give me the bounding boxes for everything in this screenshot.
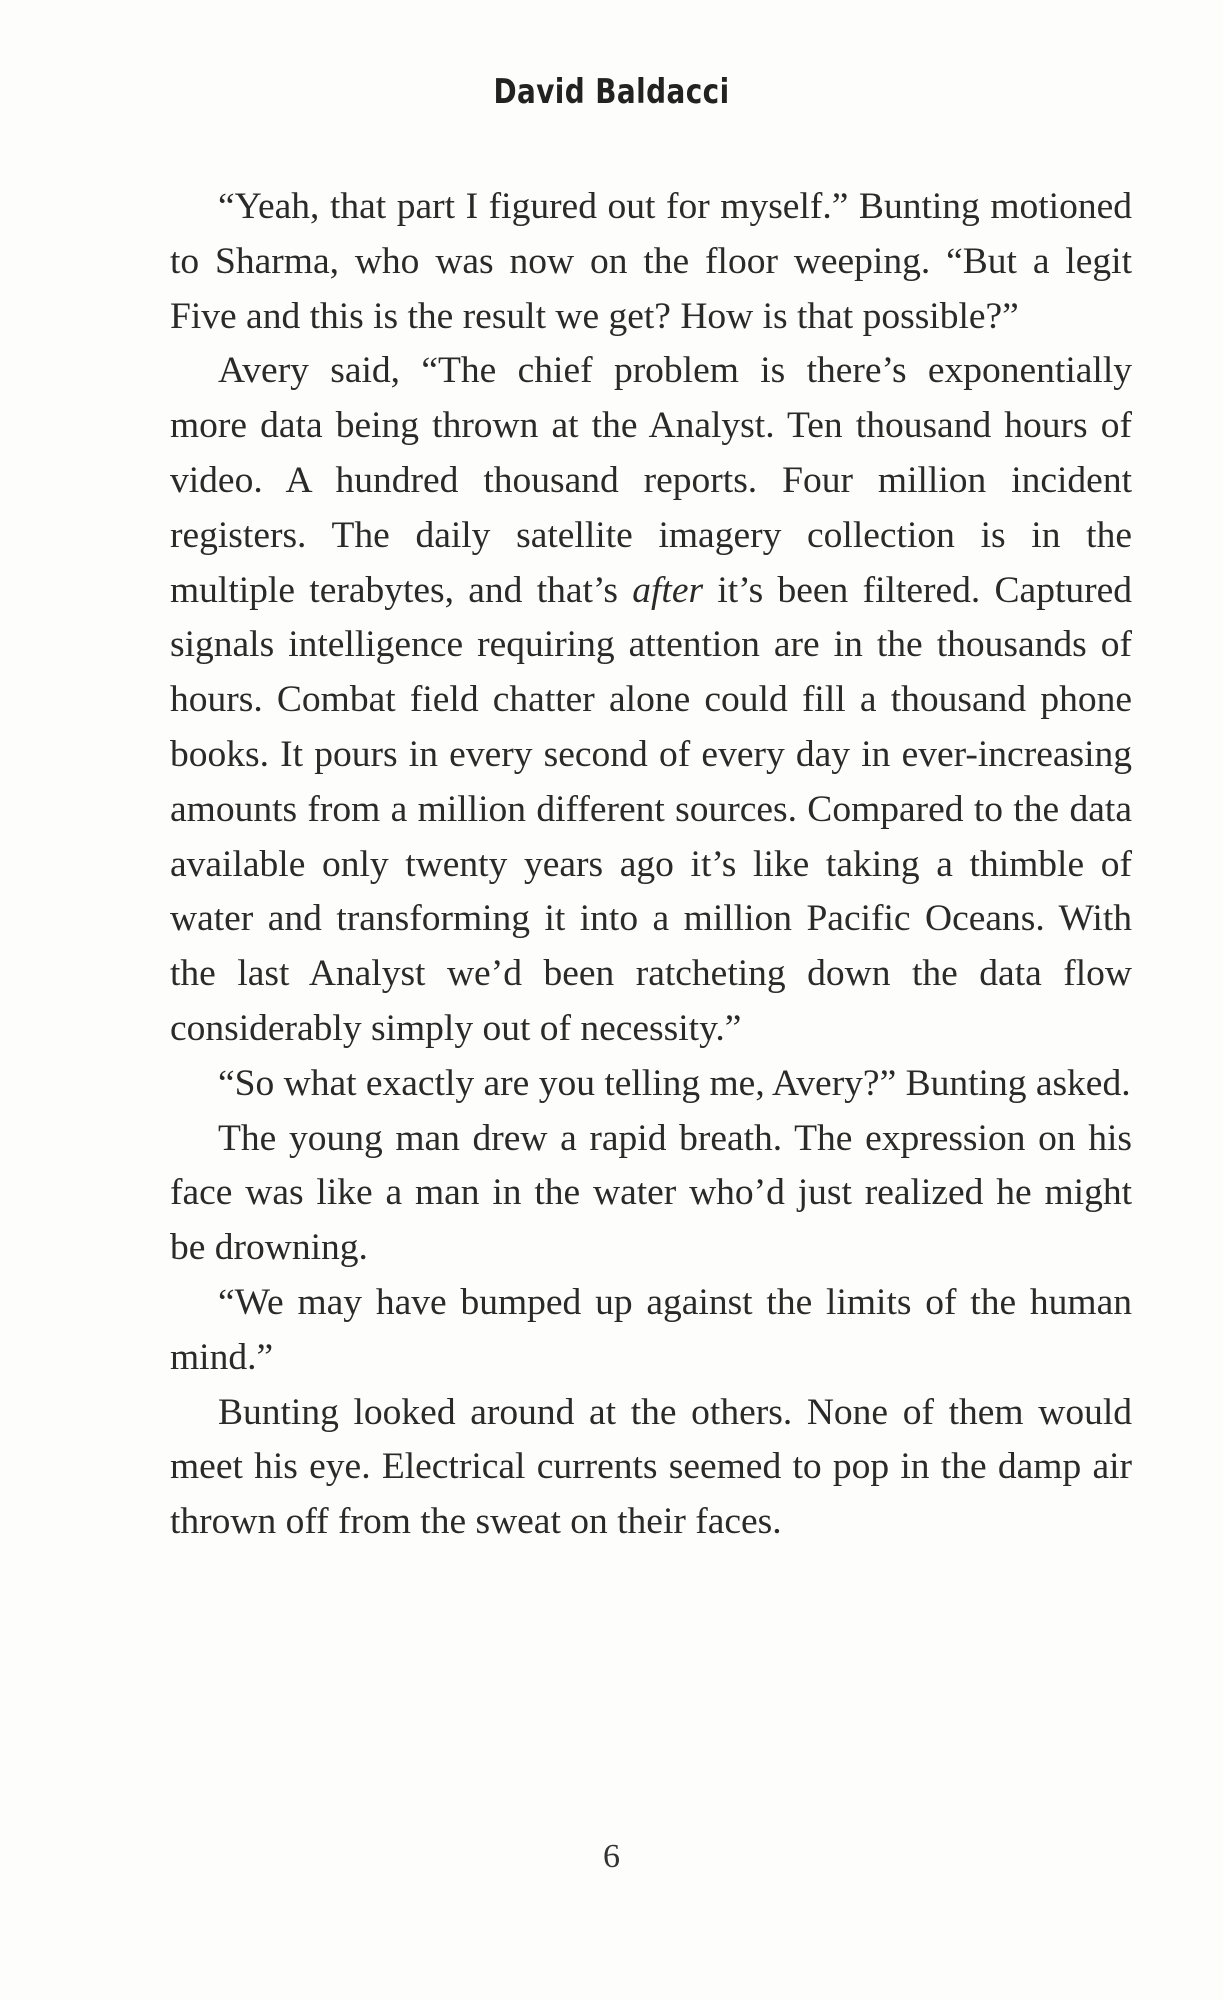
running-head-author: David Baldacci xyxy=(493,72,730,112)
paragraph-4: The young man drew a rapid breath. The expression on his face was like a man in the water who’d just realized he might be drowning. xyxy=(170,1117,1132,1269)
paragraph-3: “So what exactly are you telling me, Avery?” Bunting asked. xyxy=(218,1062,1131,1104)
paragraph-2 xyxy=(170,344,1132,1056)
paragraph-5: “We may have bumped up against the limits of the human mind.” xyxy=(170,1281,1132,1378)
paragraph-6: Bunting looked around at the others. None of them would meet his eye. Electrical currents seemed to pop in the damp air thrown off from the sweat on their faces. xyxy=(170,1391,1132,1543)
body-text xyxy=(170,180,1132,1550)
paragraph-1: “Yeah, that part I figured out for myself.” Bunting motioned to Sharma, who was now on the floor weeping. “But a legit Five and this is the result we get? How is that possible?” xyxy=(170,186,1132,337)
paragraph-2-part-2: it’s been filtered. Captured signals intelligence requiring attention are in the thousands of hours. Combat field chatter alone could fill a thousand phone books. It pours in every second of every day in ever-increasing amounts from a million different sources. Compared to the data available only twenty years ago it’s like taking a thimble of water and transforming it into a million Pacific Oceans. With the last Analyst we’d been ratcheting down the data flow considerably simply out of necessity.” xyxy=(170,569,1132,1049)
page-number: 6 xyxy=(603,1838,620,1875)
paragraph-2-emphasis: after xyxy=(632,569,704,611)
paragraph-2-part-1: Avery said, “The chief problem is there’s exponentially more data being thrown at the Analyst. Ten thousand hours of video. A hundred thousand reports. Four million incident registers. The daily satellite imagery collection is in the multiple terabytes, and that’s xyxy=(170,350,1132,611)
